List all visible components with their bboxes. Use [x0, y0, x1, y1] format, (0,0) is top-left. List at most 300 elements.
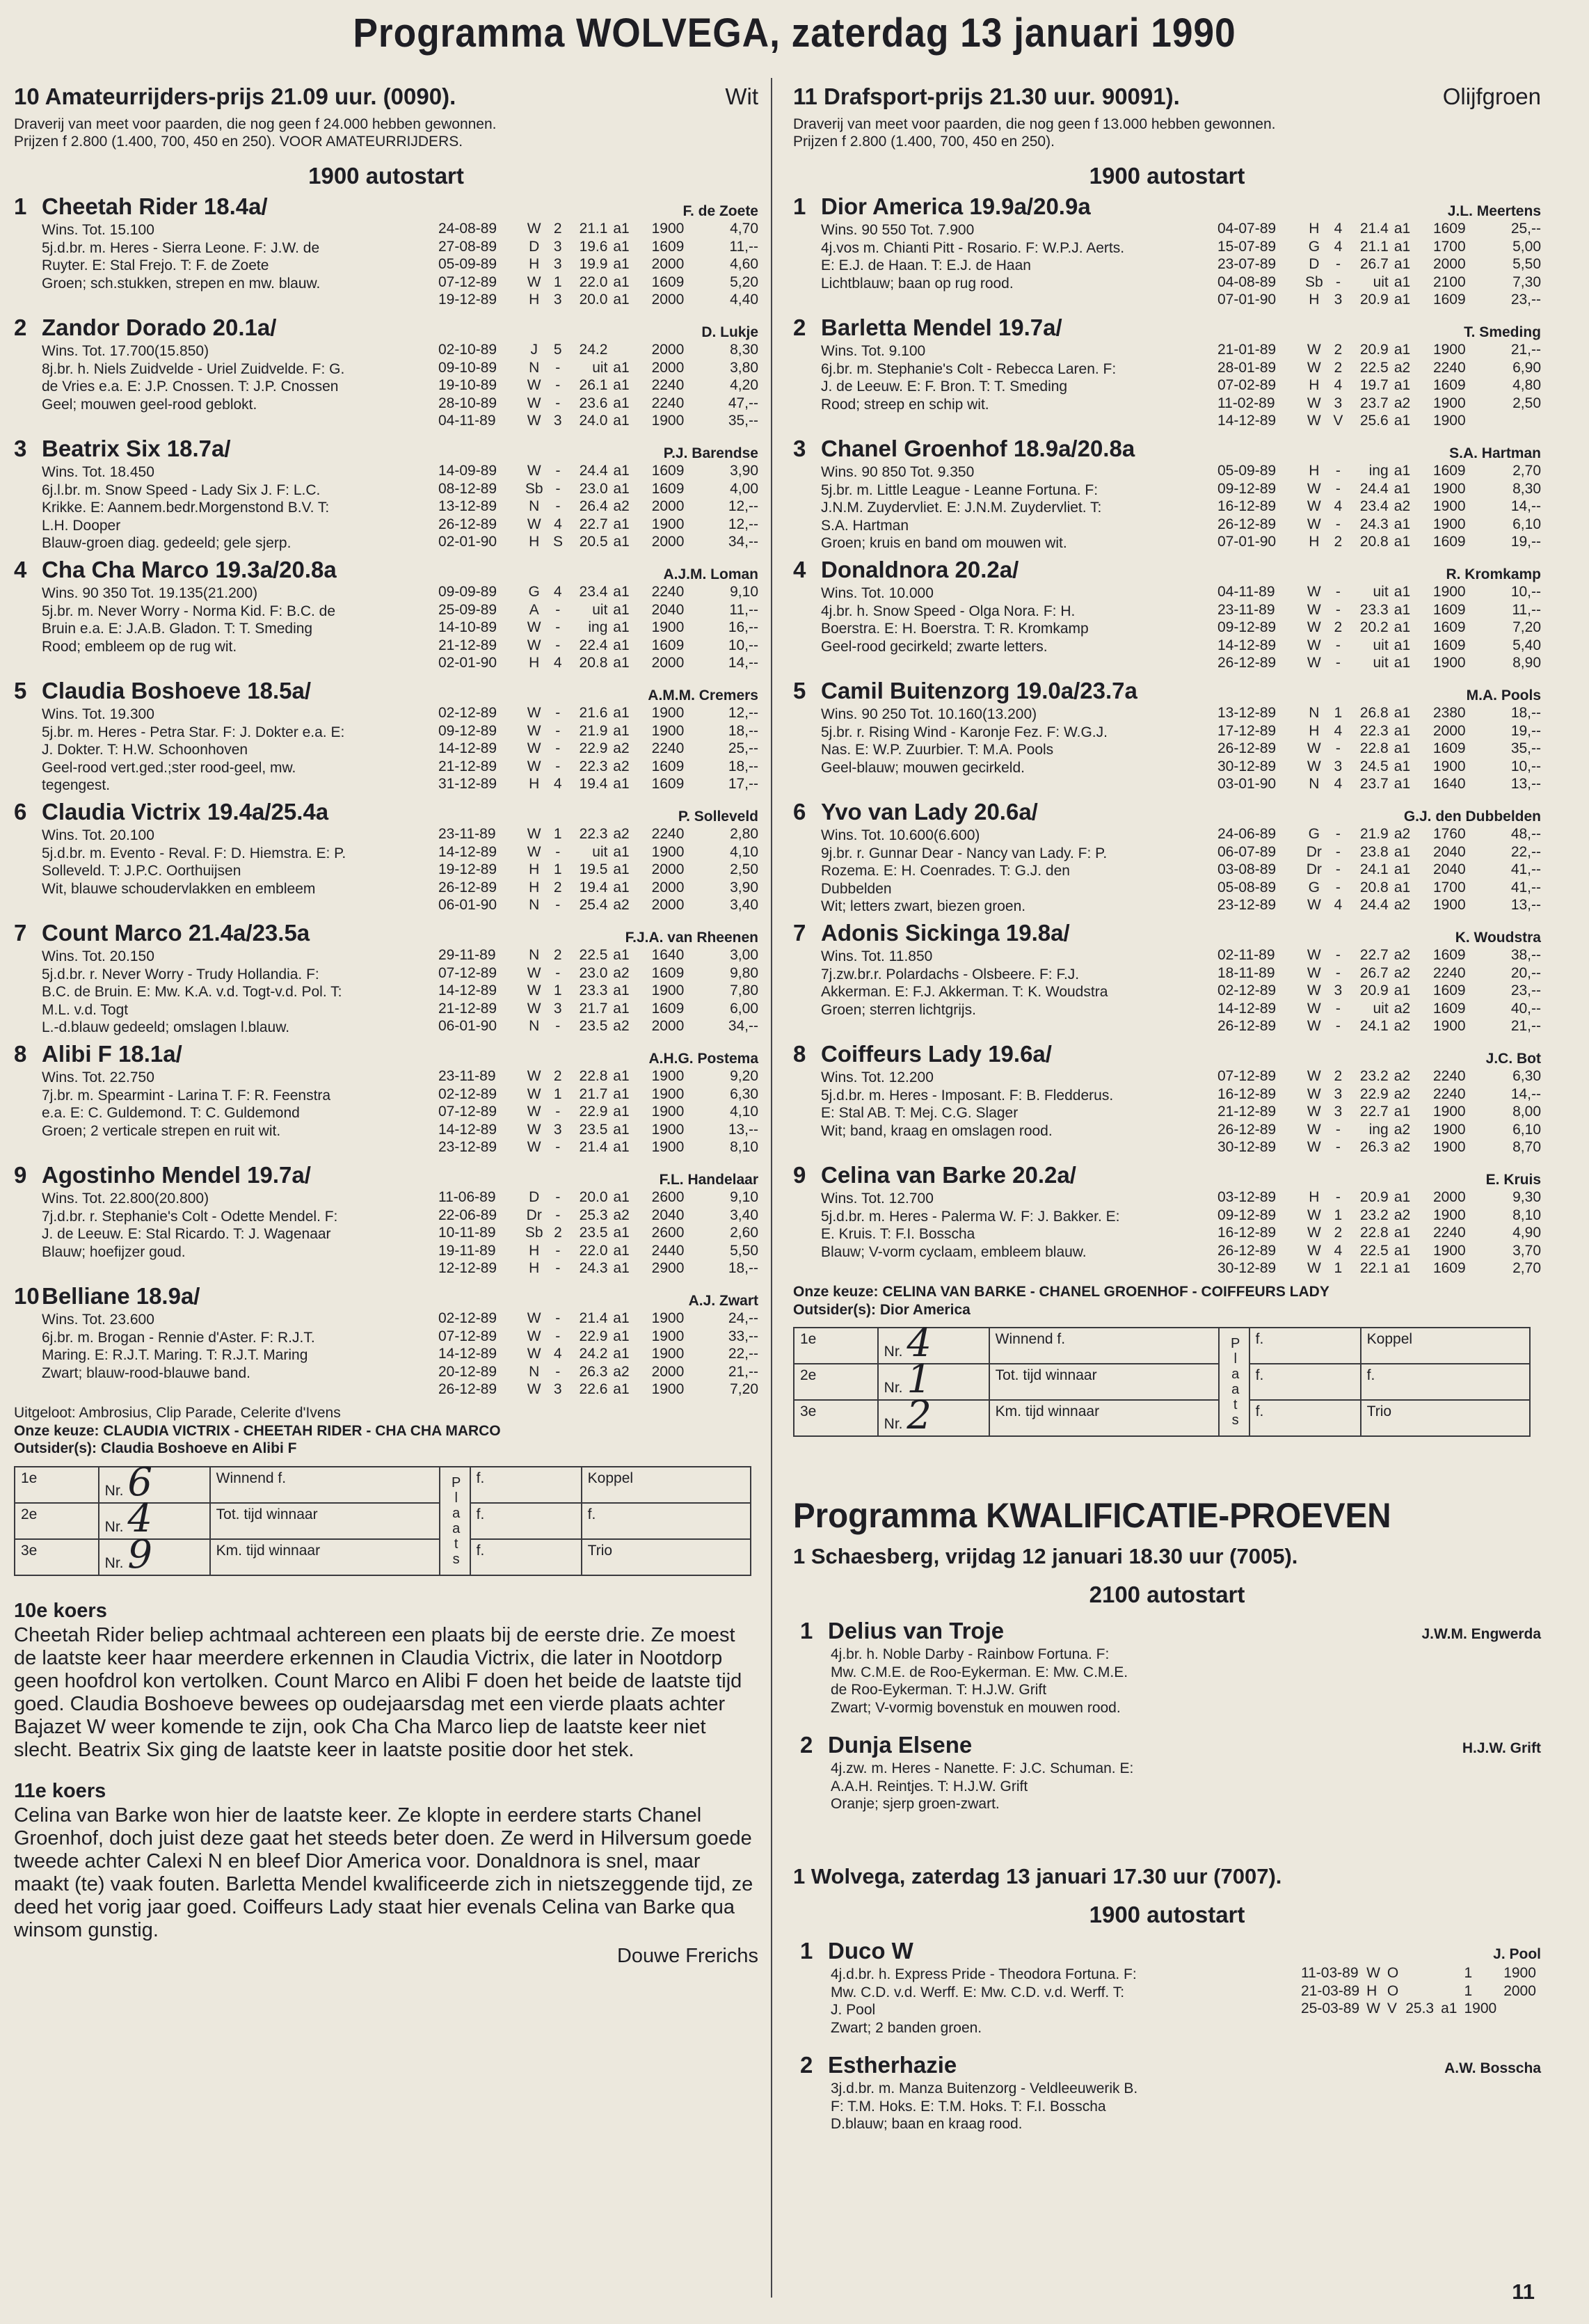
result-place: -: [555, 637, 561, 653]
outsider: [14, 1440, 758, 1458]
result-odds: 10,--: [728, 637, 758, 653]
result-row: [438, 480, 758, 498]
driver-name: A.W. Bosscha: [1444, 2060, 1541, 2076]
driver-name: A.H.G. Postema: [648, 1051, 758, 1067]
result-distance: 2040: [651, 1207, 685, 1223]
horse-info: [42, 948, 431, 1037]
result-place: -: [1335, 463, 1341, 479]
horse-info-line: 5j.br. m. Never Worry - Norma Kid. F: B.C. de: [42, 603, 336, 619]
result-place: -: [555, 1139, 561, 1155]
result-time: 22.5: [579, 947, 608, 963]
result-start: a2: [1394, 1068, 1411, 1084]
box-field-label: Winnend f.: [210, 1467, 440, 1503]
horse-name-text: Donaldnora 20.2a/: [821, 557, 1019, 582]
result-place: 3: [553, 256, 562, 272]
result-row: [438, 1067, 758, 1085]
horse-name-text: Agostinho Mendel 19.7a/: [42, 1162, 311, 1188]
horse-number: 7: [793, 920, 806, 946]
result-date: 09-12-89: [1217, 619, 1277, 635]
horse-info-line: E. Kruis. T: F.I. Bosscha: [821, 1226, 975, 1242]
result-track: D: [529, 1189, 540, 1205]
result-time: 26.1: [579, 377, 608, 393]
result-track: W: [527, 722, 541, 739]
result-distance: 1900: [1432, 1139, 1466, 1155]
result-date: 29-11-89: [438, 947, 496, 963]
result-date: 17-12-89: [1217, 722, 1277, 739]
horse-info: [821, 342, 1211, 413]
result-place: 1: [553, 826, 562, 842]
result-start: a1: [613, 637, 630, 653]
result-odds: 8,10: [730, 1139, 758, 1155]
result-time: 24.3: [579, 1260, 608, 1276]
result-time: 22.9: [579, 1328, 608, 1344]
result-row: [438, 395, 758, 413]
result-odds: 8,70: [1512, 1139, 1541, 1155]
result-odds: 23,--: [1510, 292, 1541, 308]
horse-info-line: de Vries e.a. E: J.P. Cnossen. T: J.P. Cnossen: [42, 379, 339, 395]
result-place: -: [555, 498, 561, 514]
box-field-label: Km. tijd winnaar: [989, 1400, 1219, 1436]
result-track: W: [527, 273, 541, 290]
result-start: a2: [613, 758, 630, 774]
result-distance: 1640: [1432, 776, 1466, 792]
koppel-label: Koppel: [582, 1467, 751, 1503]
result-place: 3: [553, 238, 562, 255]
result-time: 22.0: [579, 273, 608, 290]
horse-name-text: Adonis Sickinga 19.8a/: [821, 920, 1070, 946]
result-distance: 1900: [651, 1346, 685, 1362]
result-start: a2: [1394, 1207, 1411, 1223]
horse-info: [42, 1190, 431, 1261]
result-place: -: [555, 395, 561, 411]
result-start: a1: [613, 1104, 630, 1120]
qualification-race: 1 Schaesberg, vrijdag 12 januari 18.30 uur (7005).: [793, 1544, 1298, 1568]
outsider: [793, 1301, 1541, 1319]
horse-number: 4: [793, 557, 806, 582]
result-row: [438, 533, 758, 551]
result-time: 22.9: [579, 740, 608, 756]
result-distance: 1900: [651, 1121, 685, 1138]
result-row: [1217, 619, 1541, 637]
result-time: 22.5: [1359, 359, 1389, 376]
result-place: 3: [1334, 1085, 1343, 1102]
result-time: 26.3: [579, 1363, 608, 1380]
result-track: H: [1309, 221, 1320, 237]
result-row: [1217, 654, 1541, 672]
horse-info: [821, 1069, 1211, 1140]
horse-name: [800, 2052, 957, 2080]
result-row: [1217, 376, 1541, 395]
result-distance: 1900: [1432, 584, 1466, 600]
result-track: W: [1307, 758, 1321, 774]
result-row: [438, 1380, 758, 1399]
result-date: 14-12-89: [1217, 637, 1277, 653]
result-distance: 1609: [1432, 947, 1466, 963]
result-date: 06-07-89: [1217, 843, 1277, 860]
handwritten-number: 1: [907, 1357, 932, 1402]
result-odds: 23,--: [1510, 982, 1541, 998]
horse-number: 1: [800, 1938, 813, 1964]
result-odds: 33,--: [728, 1328, 758, 1344]
results-table: [1217, 946, 1541, 1035]
result-start: a2: [1394, 1018, 1411, 1034]
horse-info-line: Wins. 90 350 Tot. 19.135(21.200): [42, 585, 258, 601]
result-distance: 2240: [651, 377, 685, 393]
result-place: -: [1335, 1189, 1341, 1205]
result-start: a1: [613, 1068, 630, 1084]
result-date: 09-12-89: [1217, 480, 1277, 497]
result-time: 24.0: [579, 413, 608, 429]
result-start: a1: [613, 1328, 630, 1344]
horse-info: [821, 948, 1211, 1019]
result-date: 26-12-89: [438, 879, 497, 896]
result-time: 22.5: [1359, 1242, 1389, 1259]
result-place: 2: [553, 879, 562, 896]
driver-name: A.J. Zwart: [688, 1293, 758, 1309]
qualification-horse: [793, 2052, 1541, 2156]
horse-info-line: 5j.d.br. r. Never Worry - Trudy Hollandia. F:: [42, 966, 319, 982]
horse-info-line: 6j.br. m. Brogan - Rennie d'Aster. F: R.J.T.: [42, 1329, 315, 1346]
horse-info-line: Akkerman. E: F.J. Akkerman. T: K. Woudstra: [821, 984, 1108, 1000]
result-date: 06-01-90: [438, 1018, 497, 1034]
result-date: 08-12-89: [438, 480, 497, 497]
box-field-label: Winnend f.: [989, 1328, 1219, 1364]
result-track: W: [1307, 947, 1321, 963]
result-row: [1217, 1121, 1541, 1139]
results-table: [438, 1188, 758, 1278]
result-track: W: [527, 395, 541, 411]
result-time: 23.5: [579, 1018, 608, 1034]
horse-info: [42, 827, 431, 898]
result-place: -: [555, 1328, 561, 1344]
result-start: [607, 341, 634, 359]
horse-info-line: Ruyter. E: Stal Frejo. T: F. de Zoete: [42, 257, 269, 273]
result-distance: 1900: [1432, 498, 1466, 514]
horse-info-line: Wins. Tot. 20.150: [42, 948, 154, 964]
horse-info-line: Wit, blauwe schoudervlakken en embleem: [42, 880, 316, 897]
result-odds: 12,--: [728, 498, 758, 514]
result-row: [438, 619, 758, 637]
horse-info: [42, 706, 431, 795]
driver-name: J.L. Meertens: [1447, 203, 1541, 219]
result-track: W: [1307, 359, 1321, 376]
horse-info: [831, 2080, 1304, 2133]
result-start: a1: [1394, 758, 1411, 774]
koppel-amount: f.: [1361, 1364, 1530, 1400]
result-distance: 1609: [1432, 221, 1466, 237]
result-time: 21.4: [579, 1139, 608, 1155]
result-cell: [1441, 1982, 1464, 2000]
result-date: 21-01-89: [1217, 342, 1277, 358]
result-distance: 2240: [1432, 359, 1466, 376]
our-pick-value: CELINA VAN BARKE - CHANEL GROENHOF - COIFFEURS LADY: [882, 1284, 1330, 1300]
result-cell: 1: [1464, 1982, 1473, 1999]
result-track: H: [529, 534, 540, 550]
results-table: [438, 1067, 758, 1156]
result-row: [1217, 498, 1541, 516]
race-10-column: [14, 83, 758, 1968]
result-start: a2: [1394, 1000, 1411, 1017]
result-track: W: [527, 516, 541, 532]
horse-info: [831, 1966, 1304, 2037]
result-track: W: [1307, 1121, 1321, 1138]
result-time: 20.0: [579, 1189, 608, 1205]
result-date: 16-12-89: [1217, 498, 1277, 514]
result-track: W: [1307, 395, 1321, 411]
result-start: a2: [1394, 395, 1411, 411]
result-start: a2: [1394, 947, 1411, 963]
result-track: Dr: [1306, 861, 1322, 877]
commentary-author: Douwe Frerichs: [616, 1944, 758, 1967]
result-date: 27-08-89: [438, 238, 497, 255]
number-cell: [878, 1393, 989, 1438]
result-odds: 8,10: [1512, 1207, 1541, 1223]
horse-info-line: Rozema. E: H. Coenrades. T: G.J. den: [821, 863, 1070, 879]
result-start: a1: [1394, 1260, 1411, 1276]
horse-number: 5: [14, 678, 27, 703]
result-start: a1: [1394, 221, 1411, 237]
result-start: a1: [1394, 584, 1411, 600]
result-distance: 2000: [651, 655, 685, 671]
handwritten-number: 9: [127, 1531, 152, 1577]
horse-info-line: 5j.d.br. m. Heres - Palerma W. F: J. Bakker. E:: [821, 1208, 1120, 1225]
result-date: 14-12-89: [438, 843, 497, 860]
horse-info-line: 4j.d.br. h. Express Pride - Theodora Fortuna. F:: [831, 1966, 1137, 1982]
result-place: -: [555, 359, 561, 376]
result-row: [1217, 722, 1541, 740]
result-track: Sb: [525, 1225, 543, 1241]
horse-entry: [14, 799, 758, 920]
result-row: [438, 896, 758, 914]
result-odds: 17,--: [728, 776, 758, 792]
result-time: uit: [1373, 655, 1389, 671]
result-cell: [1405, 1982, 1441, 2000]
result-track: H: [529, 256, 540, 272]
horse-number: 10: [14, 1283, 40, 1309]
result-place: -: [555, 705, 561, 721]
result-distance: 1900: [651, 619, 685, 635]
result-time: 23.3: [1359, 601, 1389, 618]
result-start: a1: [1394, 861, 1411, 877]
result-row: [1217, 1000, 1541, 1018]
horse-name-text: Yvo van Lady 20.6a/: [821, 799, 1038, 825]
result-distance: 2000: [651, 292, 685, 308]
result-odds: 8,30: [1512, 480, 1541, 497]
horse-info-line: 7j.zw.br.r. Polardachs - Olsbeere. F: F.J.: [821, 966, 1080, 982]
result-place: -: [555, 758, 561, 774]
horse-name: [793, 193, 1091, 221]
horse-info-line: 4j.vos m. Chianti Pitt - Rosario. F: W.P.J. Aerts.: [821, 239, 1125, 256]
result-odds: 4,10: [730, 1104, 758, 1120]
result-distance: 1609: [1432, 377, 1466, 393]
results-table: [1217, 583, 1541, 672]
result-time: 23.0: [579, 964, 608, 981]
result-row: [438, 273, 758, 292]
result-start: a1: [1394, 256, 1411, 272]
result-odds: 22,--: [728, 1346, 758, 1362]
result-row: [1217, 775, 1541, 793]
result-odds: 19,--: [1510, 534, 1541, 550]
result-row: [1217, 583, 1541, 601]
horse-info-line: 5j.d.br. m. Heres - Sierra Leone. F: J.W. de: [42, 239, 320, 256]
result-row: [438, 412, 758, 430]
result-row: [438, 462, 758, 480]
result-start: a1: [613, 584, 630, 600]
result-date: 12-12-89: [438, 1260, 497, 1276]
result-row: [1217, 255, 1541, 273]
result-odds: 8,30: [730, 342, 758, 358]
result-track: G: [1308, 238, 1320, 255]
result-date: 09-10-89: [438, 359, 497, 376]
result-date: 13-12-89: [1217, 705, 1277, 721]
result-track: N: [529, 1018, 540, 1034]
result-place: 1: [553, 273, 562, 290]
result-distance: 1900: [651, 1104, 685, 1120]
horse-info-line: Maring. E: R.J.T. Maring. T: R.J.T. Maring: [42, 1347, 308, 1363]
result-odds: 35,--: [728, 413, 758, 429]
number-cell: [99, 1459, 210, 1505]
result-time: 22.7: [579, 516, 608, 532]
result-time: 20.9: [1359, 1189, 1389, 1205]
horse-number: 9: [14, 1162, 27, 1188]
result-track: H: [529, 292, 540, 308]
result-odds: 14,--: [728, 655, 758, 671]
result-cell: 25-03-89: [1301, 2000, 1360, 2016]
result-place: -: [1335, 584, 1341, 600]
qualification-horse: [793, 1938, 1541, 2042]
race-conditions: Draverij van meet voor paarden, die nog geen f 13.000 hebben gewonnen.: [793, 116, 1276, 132]
horse-info-line: Wins. Tot. 12.700: [821, 1191, 934, 1207]
result-cell: O: [1387, 1965, 1399, 1981]
result-distance: 2000: [651, 359, 685, 376]
result-track: N: [1309, 776, 1320, 792]
result-time: 24.3: [1359, 516, 1389, 532]
horse-name: [793, 799, 1038, 827]
result-time: 23.2: [1359, 1068, 1389, 1084]
result-odds: 5,00: [1512, 238, 1541, 255]
horse-info-line: J. Dokter. T: H.W. Schoonhoven: [42, 742, 248, 758]
result-track: W: [527, 1104, 541, 1120]
result-start: a1: [613, 1139, 630, 1155]
result-track: W: [1307, 342, 1321, 358]
result-distance: 1900: [1432, 1104, 1466, 1120]
horse-entry: [793, 436, 1541, 557]
result-time: ing: [1368, 1121, 1389, 1138]
result-time: 20.0: [579, 292, 608, 308]
result-start: a1: [613, 619, 630, 635]
result-time: 26.8: [1359, 705, 1389, 721]
result-start: a1: [613, 377, 630, 393]
race-color: Wit: [725, 83, 758, 109]
result-odds: 7,20: [1512, 619, 1541, 635]
result-time: 25.4: [579, 897, 608, 913]
result-place: 3: [553, 1381, 562, 1397]
result-place: 1: [553, 982, 562, 998]
result-row: [1217, 946, 1541, 964]
result-time: 21.9: [1359, 826, 1389, 842]
result-odds: 5,50: [730, 1242, 758, 1259]
result-row: [438, 516, 758, 534]
result-track: W: [527, 1328, 541, 1344]
result-odds: 14,--: [1510, 1085, 1541, 1102]
horse-info-line: Wins. 90 550 Tot. 7.900: [821, 222, 975, 238]
result-time: uit: [1373, 1000, 1389, 1017]
result-odds: 7,20: [730, 1381, 758, 1397]
horse-entry: [793, 1162, 1541, 1283]
result-odds: 8,00: [1512, 1104, 1541, 1120]
result-time: 24.4: [1359, 897, 1389, 913]
horse-entry: [14, 315, 758, 436]
result-time: 19.5: [579, 861, 608, 877]
result-row: [438, 220, 758, 238]
result-row: [438, 825, 758, 843]
result-odds: 3,40: [730, 1207, 758, 1223]
result-row: [1217, 291, 1541, 309]
result-time: 24.1: [1359, 1018, 1389, 1034]
result-odds: 35,--: [1510, 740, 1541, 756]
nr-label: Nr.: [104, 1518, 124, 1535]
result-odds: 41,--: [1510, 879, 1541, 896]
amount-cell: f.: [470, 1503, 582, 1539]
nr-label: Nr.: [884, 1416, 903, 1432]
result-row: [1217, 220, 1541, 238]
result-place: 4: [554, 516, 562, 532]
result-track: Sb: [1305, 273, 1323, 290]
result-odds: 6,90: [1512, 359, 1541, 376]
horse-info-line: 7j.d.br. r. Stephanie's Colt - Odette Mendel. F:: [42, 1208, 338, 1225]
result-place: -: [1335, 601, 1341, 618]
result-track: W: [1307, 1104, 1321, 1120]
box-field-label: Tot. tijd winnaar: [210, 1503, 440, 1539]
horse-info-line: de Roo-Eykerman. T: H.J.W. Grift: [831, 1682, 1047, 1698]
result-date: 14-12-89: [1217, 413, 1277, 429]
horse-info-line: Wins. Tot. 11.850: [821, 948, 933, 964]
result-distance: 2000: [651, 861, 685, 877]
result-time: uit: [1373, 273, 1389, 290]
horse-name-text: Coiffeurs Lady 19.6a/: [821, 1041, 1052, 1067]
result-row: [1217, 1224, 1541, 1242]
result-odds: 40,--: [1510, 1000, 1541, 1017]
result-place: 3: [1334, 982, 1343, 998]
result-distance: 1609: [651, 273, 685, 290]
result-start: a1: [1394, 1104, 1411, 1120]
result-place: -: [555, 843, 561, 860]
result-time: 23.5: [579, 1121, 608, 1138]
result-time: 20.8: [1359, 534, 1389, 550]
result-place: 3: [553, 1000, 562, 1017]
result-odds: 10,--: [1510, 584, 1541, 600]
result-start: a2: [613, 897, 630, 913]
result-distance: 1900: [1432, 655, 1466, 671]
horse-entry: [14, 436, 758, 557]
result-start: a2: [613, 740, 630, 756]
horse-info-line: 5j.br. m. Heres - Petra Star. F: J. Dokter e.a. E:: [42, 724, 345, 740]
result-distance: 1900: [1432, 342, 1466, 358]
start-type: 1900 autostart: [1089, 1902, 1245, 1927]
result-track: H: [1309, 463, 1320, 479]
result-time: 21.7: [579, 1085, 608, 1102]
result-start: a1: [613, 221, 630, 237]
result-date: 31-12-89: [438, 776, 497, 792]
result-time: uit: [592, 601, 608, 618]
horse-name: [793, 920, 1070, 948]
result-date: 14-12-89: [1217, 1000, 1277, 1017]
horse-info-line: Geel-rood gecirkeld; zwarte letters.: [821, 638, 1048, 655]
result-odds: 3,00: [730, 947, 758, 963]
horse-number: 2: [800, 1732, 813, 1758]
result-place: 4: [1334, 498, 1343, 514]
result-track: W: [1307, 601, 1321, 618]
